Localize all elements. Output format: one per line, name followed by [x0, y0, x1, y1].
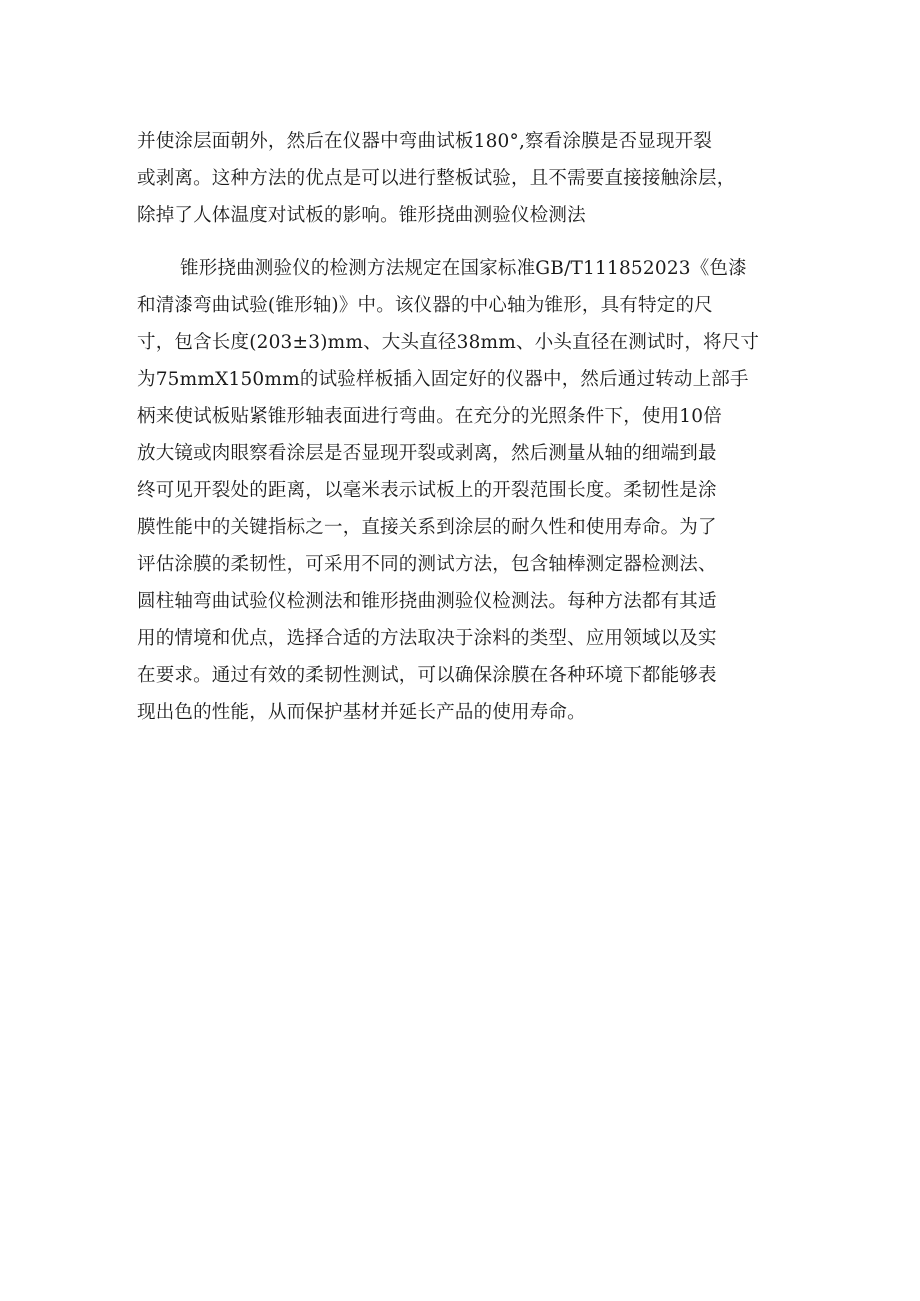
paragraph-line: 锥形挠曲测验仪的检测方法规定在国家标准GB/T111852023《色漆: [180, 258, 747, 279]
paragraph-line: 终可见开裂处的距离，以毫米表示试板上的开裂范围长度。柔韧性是涂: [137, 480, 717, 501]
paragraph-line: 柄来使试板贴紧锥形轴表面进行弯曲。在充分的光照条件下，使用10倍: [137, 406, 722, 427]
paragraph-line: 用的情境和优点，选择合适的方法取决于涂料的类型、应用领域以及实: [137, 628, 717, 649]
document-body: [137, 123, 797, 731]
paragraph-line: 并使涂层面朝外，然后在仪器中弯曲试板180°,察看涂膜是否显现开裂: [137, 131, 713, 152]
paragraph-line: 在要求。通过有效的柔韧性测试，可以确保涂膜在各种环境下都能够表: [137, 665, 717, 686]
paragraph-line: 膜性能中的关键指标之一，直接关系到涂层的耐久性和使用寿命。为了: [137, 517, 717, 538]
paragraph-line: 或剥离。这种方法的优点是可以进行整板试验，且不需要直接接触涂层，: [137, 168, 736, 189]
paragraph-line: 放大镜或肉眼察看涂层是否显现开裂或剥离，然后测量从轴的细端到最: [137, 443, 717, 464]
paragraph-line: 现出色的性能，从而保护基材并延长产品的使用寿命。: [137, 702, 586, 723]
paragraph-line: 为75mmX150mm的试验样板插入固定好的仪器中，然后通过转动上部手: [137, 369, 749, 390]
paragraph-line: 除掉了人体温度对试板的影响。锥形挠曲测验仪检测法: [137, 205, 586, 226]
paragraph-spacer: [137, 234, 797, 250]
paragraph-line: 寸，包含长度(203±3)mm、大头直径38mm、小头直径在测试时，将尺寸: [137, 332, 760, 353]
paragraph-line: 评估涂膜的柔韧性，可采用不同的测试方法，包含轴棒测定器检测法、: [137, 554, 717, 575]
paragraph-line: 圆柱轴弯曲试验仪检测法和锥形挠曲测验仪检测法。每种方法都有其适: [137, 591, 717, 612]
paragraph-2: [137, 250, 797, 731]
paragraph-1: [137, 123, 797, 234]
paragraph-line: 和清漆弯曲试验(锥形轴)》中。该仪器的中心轴为锥形，具有特定的尺: [137, 295, 713, 316]
